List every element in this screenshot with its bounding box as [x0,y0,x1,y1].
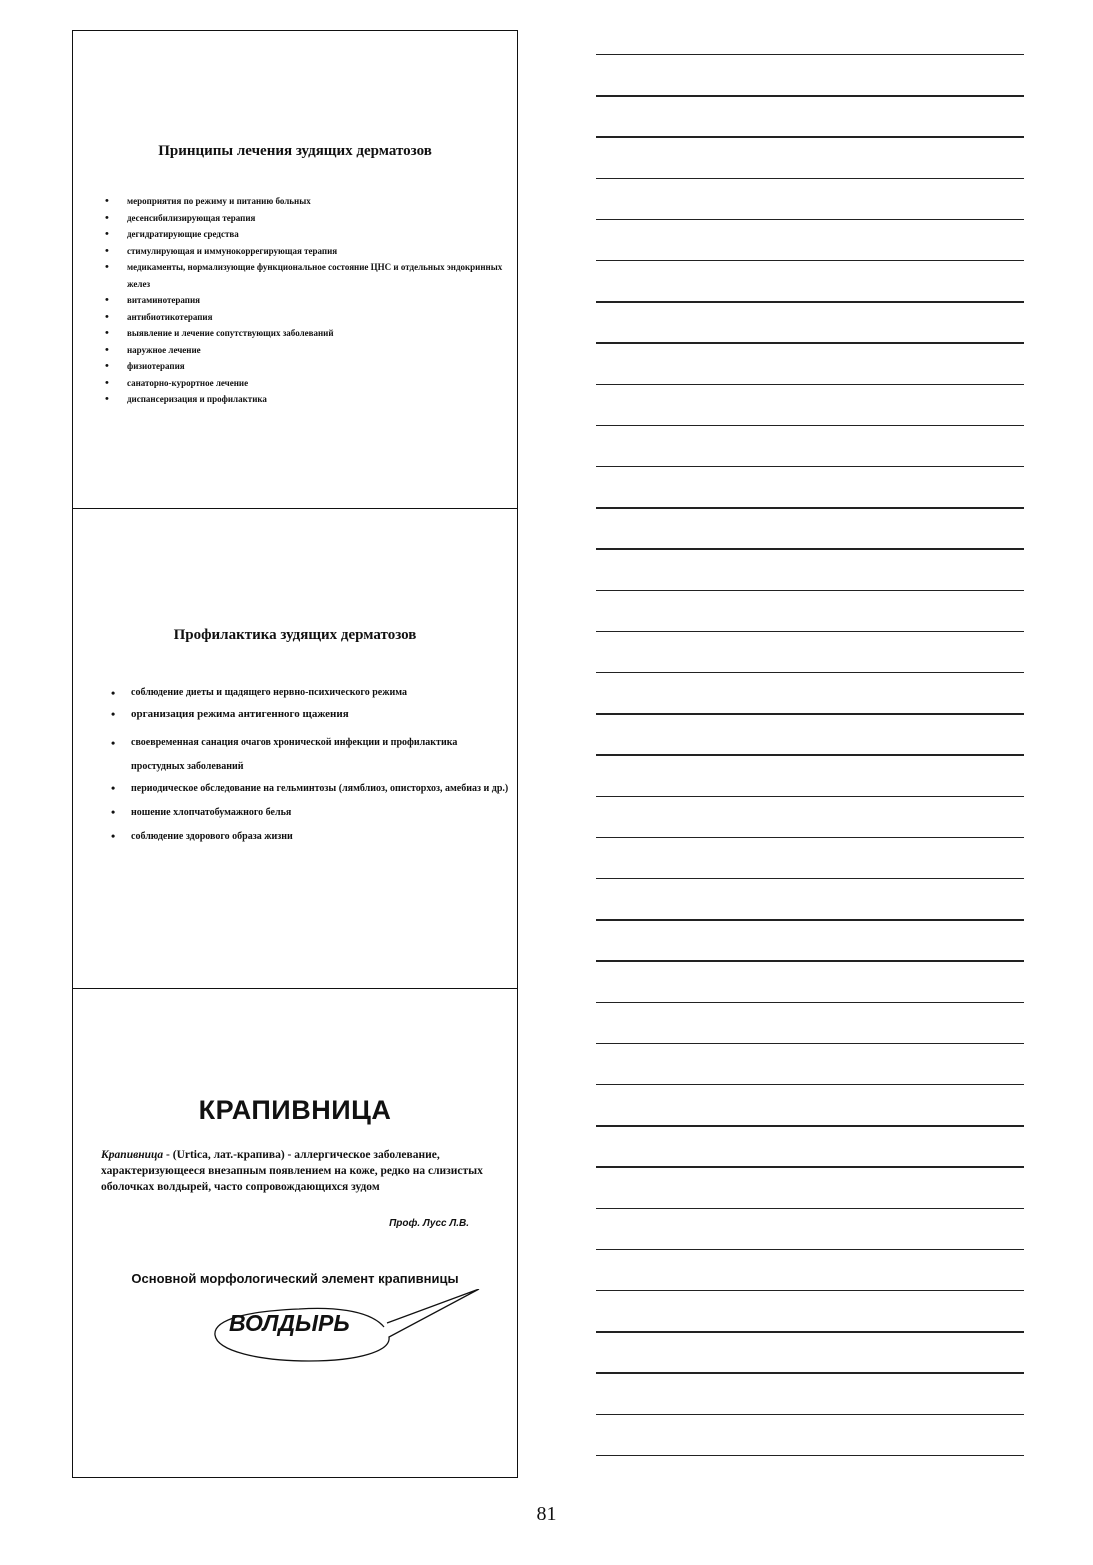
bullet-list [111,681,511,853]
list-item: • медикаменты, нормализующие функциональное состояние ЦНС и отдельных эндокринных желез [105,259,505,292]
note-line [596,754,1024,755]
list-item: • физиотерапия [105,358,505,375]
note-line [596,260,1024,261]
list-item: • стимулирующая и иммунокоррегирующая терапия [105,243,505,260]
slide-treatment-principles [73,31,517,509]
list-item: • мероприятия по режиму и питанию больных [105,193,505,210]
list-item: • соблюдение здорового образа жизни [111,829,511,844]
list-item: • десенсибилизирующая терапия [105,210,505,227]
note-line [596,1331,1024,1332]
note-line [596,713,1024,714]
note-line [596,837,1024,838]
note-line [596,590,1024,591]
list-item: • периодическое обследование на гельминтозы (лямблиоз, описторхоз, амебиаз и др.) [111,781,511,796]
slide-prevention [73,509,517,989]
note-line [596,1084,1024,1085]
note-line [596,1249,1024,1250]
bullet-list [105,193,505,408]
note-line [596,548,1024,549]
slide-title: КРАПИВНИЦА [198,1095,392,1125]
note-line [596,425,1024,426]
definition-term: Крапивница [101,1149,164,1161]
note-line [596,1125,1024,1126]
page-number: 81 [536,1503,557,1525]
note-line [596,466,1024,467]
note-line [596,136,1024,137]
note-line [596,507,1024,508]
list-item: • своевременная санация очагов хронической инфекции и профилактика простудных заболеваний [111,731,511,779]
note-line [596,1166,1024,1167]
note-line [596,878,1024,879]
definition-text [101,1147,491,1195]
list-item: • антибиотикотерапия [105,309,505,326]
list-item: • ношение хлопчатобумажного белья [111,805,511,820]
note-line [596,631,1024,632]
note-line [596,219,1024,220]
list-item: • витаминотерапия [105,292,505,309]
list-item: • диспансеризация и профилактика [105,391,505,408]
note-line [596,1372,1024,1373]
note-line [596,1414,1024,1415]
note-line [596,1208,1024,1209]
note-line [596,1002,1024,1003]
definition-body: - (Urtica, лат.-крапива) - аллергическое заболевание, характеризующееся внезапным появлением на коже, редко на слизистых оболочках волдырей, часто сопровождающихся зудом [101,1149,483,1193]
slides-column [72,30,518,1478]
slide-title: Принципы лечения зудящих дерматозов [158,143,432,159]
list-item: • соблюдение диеты и щадящего нервно-психического режима [111,681,511,705]
bubble-word: ВОЛДЫРЬ [229,1310,350,1336]
list-item: • организация режима антигенного щажения [111,707,511,722]
note-line [596,960,1024,961]
note-line [596,95,1024,96]
notes-lines [596,54,1024,1464]
slide-urticaria [73,989,517,1477]
list-item: • санаторно-курортное лечение [105,375,505,392]
note-line [596,1043,1024,1044]
note-line [596,384,1024,385]
slide-title: Профилактика зудящих дерматозов [173,627,417,643]
list-item: • выявление и лечение сопутствующих заболеваний [105,325,505,342]
note-line [596,1455,1024,1456]
note-line [596,301,1024,302]
author-credit: Проф. Лусс Л.В. [389,1218,469,1229]
note-line [596,1290,1024,1291]
note-line [596,672,1024,673]
list-item: • наружное лечение [105,342,505,359]
note-line [596,796,1024,797]
note-line [596,54,1024,55]
note-line [596,178,1024,179]
slide-subtitle: Основной морфологический элемент крапивницы [131,1271,459,1286]
list-item: • дегидратирующие средства [105,226,505,243]
note-line [596,919,1024,920]
note-line [596,342,1024,343]
